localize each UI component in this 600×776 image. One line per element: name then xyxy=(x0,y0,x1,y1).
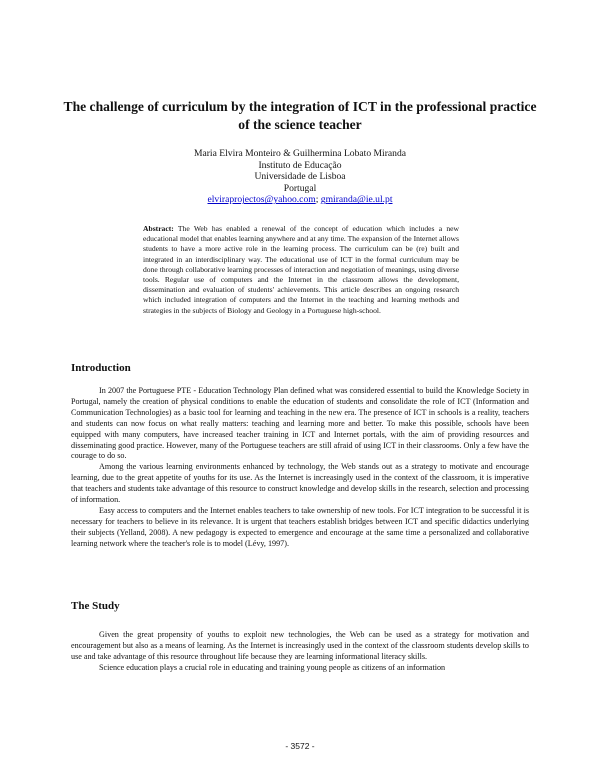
section-heading-introduction: Introduction xyxy=(71,362,131,374)
author-names: Maria Elvira Monteiro & Guilhermina Lobato Miranda xyxy=(193,148,407,159)
introduction-body xyxy=(71,386,529,550)
section-heading-the-study: The Study xyxy=(71,600,120,612)
abstract xyxy=(143,224,459,316)
author-university: Universidade de Lisboa xyxy=(254,171,346,183)
email-separator: ; xyxy=(315,194,319,206)
author-emails xyxy=(60,194,540,206)
study-body xyxy=(71,630,529,674)
email-link-2[interactable]: gmiranda@ie.ul.pt xyxy=(320,194,393,206)
author-institute: Instituto de Educação xyxy=(258,159,342,171)
email-link-1[interactable]: elviraprojectos@yahoo.com xyxy=(207,194,316,206)
paragraph: Among the various learning environments enhanced by technology, the Web stands out as a strategy to motivate and encourage learning, due to the great appetite of youths for its use. As the Internet is increasingly used in the context of the classroom, it is imperative that teachers and students take advantage of this resource to construct knowledge and develop skills in the research, selection and processing of information. xyxy=(71,462,529,505)
paragraph: Easy access to computers and the Internet enables teachers to take ownership of new tools. For ICT integration to be successful it is necessary for teachers to believe in its relevance. It is urgent that teachers establish bridges between ICT and specific didactics underlying their subjects (Yelland, 2008). A new pedagogy is expected to emergence and encourage at the same time a personalized and collaborative learning network where the teacher's role is to model (Lévy, 1997). xyxy=(71,505,529,548)
author-block xyxy=(60,148,540,206)
abstract-label: Abstract: xyxy=(143,224,174,233)
paper-title: The challenge of curriculum by the integration of ICT in the professional practice of the science teacher xyxy=(63,99,537,132)
paragraph: In 2007 the Portuguese PTE - Education Technology Plan defined what was considered essential to build the Knowledge Society in Portugal, namely the creation of physical conditions to enable the education of students and consolidate the role of ICT (Information and Communication Technologies) as a basic tool for learning and teaching in the new era. The presence of ICT in schools is a reality, teachers and students can now focus on what really matters: teaching and learning more and better. To make this possible, schools have been equipped with many computers, have increased teacher training in ICT and Internet portals, with the aim of providing resources and disseminating good practice. However, many of the Portuguese teachers are still afraid of using ICT in their classrooms. Only a few have the courage to do so. xyxy=(71,386,529,461)
abstract-text: The Web has enabled a renewal of the concept of education which includes a new educational model that enables learning anywhere and at any time. The expansion of the Internet allows students to have a more active role in the learning process. The curriculum can be (re) built and integrated in an interdisciplinary way. The educational use of ICT in the formal curriculum may be done through collaborative learning processes of interaction and negotiation of meanings, using diverse tools. Regular use of computers and the Internet in the classroom allows the development, dissemination and evaluation of students' achievements. This article describes an ongoing research which included integration of computers and the Internet in the teaching and learning methods and strategies in the subjects of Biology and Geology in a Portuguese high-school. xyxy=(143,224,459,315)
page-number: - 3572 - xyxy=(285,741,315,751)
paragraph: Science education plays a crucial role in educating and training young people as citizens of an information xyxy=(99,662,446,672)
author-country: Portugal xyxy=(283,182,317,194)
paragraph: Given the great propensity of youths to exploit new technologies, the Web can be used as a strategy for motivation and encouragement but also as a means of learning. As the Internet is increasingly used in the context of the classroom students develop skills to use and take advantage of this resource throughout life because they are learning informational literacy skills. xyxy=(71,630,529,661)
